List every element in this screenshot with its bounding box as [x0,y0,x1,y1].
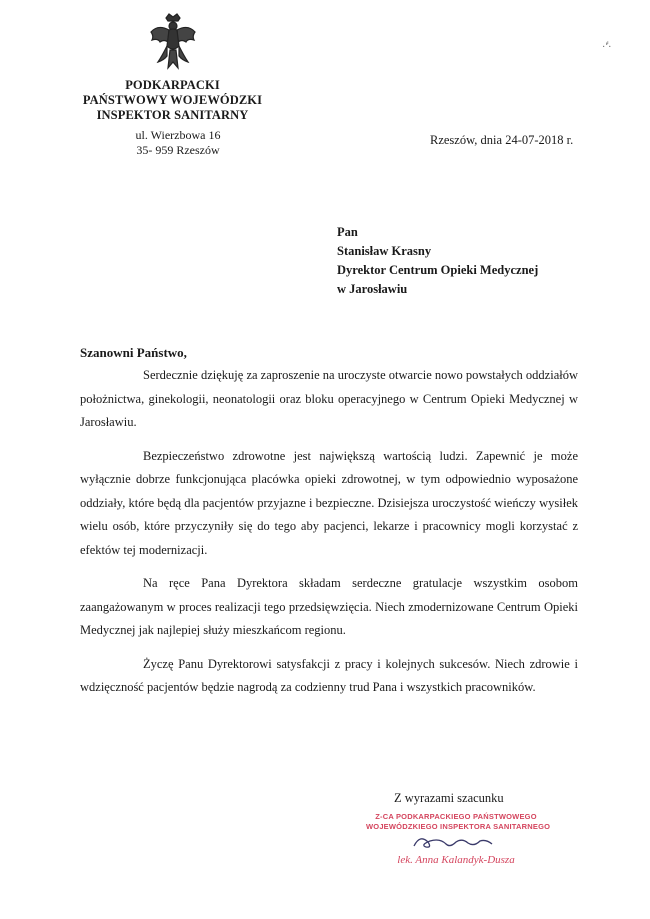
place-and-date: Rzeszów, dnia 24-07-2018 r. [430,133,574,147]
institution-line: PAŃSTWOWY WOJEWÓDZKI [82,93,263,107]
corner-mark: ·'ٰ· [602,42,612,53]
institution-address [118,128,238,158]
polish-eagle-emblem-icon [148,12,198,72]
salutation: Szanowni Państwo, [80,345,187,360]
institution-line: PODKARPACKI [125,78,220,92]
address-line: 35- 959 Rzeszów [136,143,220,157]
recipient-line: Pan [337,225,358,239]
recipient-line: w Jarosławiu [337,282,408,296]
recipient-line: Dyrektor Centrum Opieki Medycznej [337,263,539,277]
signatory-name: lek. Anna Kalandyk-Dusza [397,854,515,866]
handwritten-signature-icon [406,832,506,852]
stamp-line: Z-CA PODKARPACKIEGO PAŃSTWOWEGO [375,812,537,821]
letter-body [80,364,578,710]
closing-phrase: Z wyrazami szacunku [394,791,504,805]
body-paragraph: Bezpieczeństwo zdrowotne jest największą wartością ludzi. Zapewnić je może wyłącznie dobrze funkcjonująca placówka opieki zdrowotnej, w tym odpowiednio wyposażone oddziały, które będą dla pacjentów przyjazne i bezpieczne. Dzisiejsza uroczystość wieńczy wysiłek wielu osób, które przyczyniły się do tego aby pacjenci, lekarze i pracownicy mogli korzystać z efektów tej modernizacji. [80,448,578,557]
stamp-line: WOJEWÓDZKIEGO INSPEKTORA SANITARNEGO [366,822,551,831]
body-paragraph: Na ręce Pana Dyrektora składam serdeczne gratulacje wszystkim osobom zaangażowanym w proces realizacji tego przedsięwzięcia. Niech zmodernizowane Centrum Opieki Medycznej jak najlepiej służy mieszkańcom regionu. [80,576,578,637]
body-paragraph: Życzę Panu Dyrektorowi satysfakcji z pracy i kolejnych sukcesów. Niech zdrowie i wdzięczność pacjentów będzie nagrodą za codzienny trud Pana i wszystkich pracowników. [80,656,578,694]
institution-line: INSPEKTOR SANITARNY [96,108,249,122]
address-line: ul. Wierzbowa 16 [135,128,221,142]
recipient-block [337,223,538,299]
recipient-line: Stanisław Krasny [337,244,432,258]
body-paragraph: Serdecznie dziękuję za zaproszenie na uroczyste otwarcie nowo powstałych oddziałów położnictwa, ginekologii, neonatologii oraz bloku operacyjnego w Centrum Opieki Medycznej w Jarosławiu. [80,368,578,429]
official-stamp [366,812,551,866]
institution-name [70,78,275,123]
